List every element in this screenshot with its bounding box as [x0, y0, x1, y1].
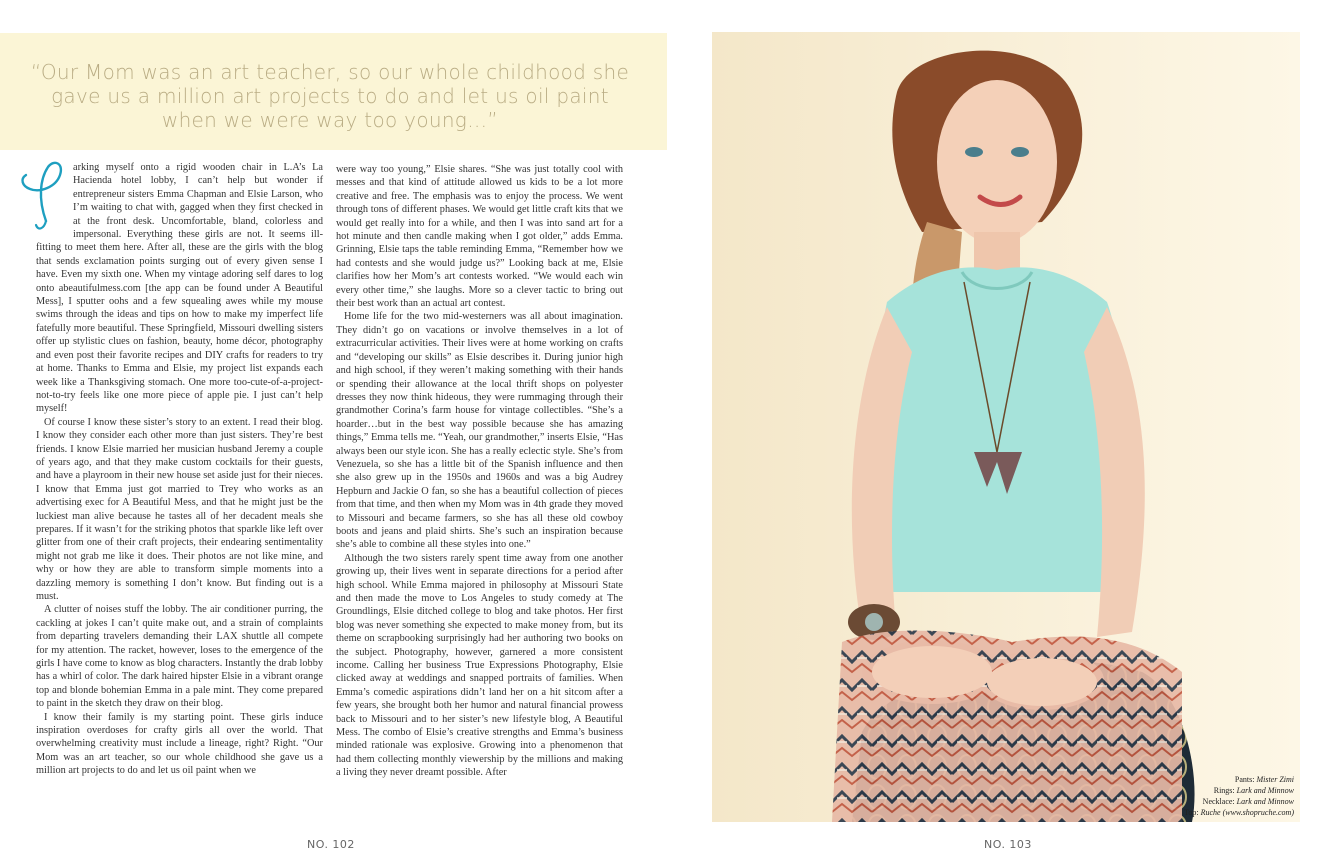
credit-line: Necklace: Lark and Minnow — [1202, 797, 1294, 806]
paragraph: were way too young,” Elsie shares. “She was just totally cool with messes and that kind of attitude allowed us kids to be a lot more creative and free. The emphasis was to enjoy the process. We went through tons of different phases. We would get little craft kits that we would get really into for a while, and then I was into sand art for a hot minute and then candle making when I got older,” adds Emma. Grinning, Elsie taps the table reminding Emma, “Remember how we had contests and she would judge us?” Looking back at me, Elsie clarifies how her Mom’s art contests worked. “We would each win every other time,” she laughs. More so a clever tactic to bring out their best work than an actual art contest. — [336, 164, 623, 310]
article-column-2 — [336, 163, 623, 780]
credit-line: Pants: Mister Zimi — [1234, 775, 1294, 784]
portrait-illustration — [712, 32, 1300, 822]
paragraph: Home life for the two mid-westerners was all about imagination. They didn’t go on vacations or involve themselves in a lot of extracurricular activities. Their lives were at home working on crafts and “developing our skills” as Elsie describes it. During junior high and high school, if they weren’t making something with their hands or spending their allowance at the local thrift shops on polyester dresses they now think hideous, they were rummaging through their grandmother Corina’s farm house for vintage collectibles. “She’s a hoarder…but in the best way possible because she has amazing things,” Emma tells me. “Yeah, our grandmother,” inserts Elsie, “Has always been our style icon. She has a really eclectic style. She’s from Venezuela, so she has a little bit of the Spanish influence and then she also grew up in the 1950s and 1960s and was a big Audrey Hepburn and Jackie O fan, so she has a beautiful collection of pieces from that time, and then when my Mom was in 4th grade they moved to Missouri and became farmers, so she has all these old cowboy boots and jeans and plaid shirts. She’s such an inspiration because she’s able to combine all these styles into one.” — [336, 311, 623, 551]
paragraph: Although the two sisters rarely spent time away from one another growing up, their lives went in separate directions for a period after high school. While Emma majored in philosophy at Missouri State and then made the move to Los Angeles to study comedy at The Groundlings, Elsie ditched college to blog and take photos. Her first blog was never something she expected to make money from, but its theme on scrapbooking surprisingly had her authoring two books on the subject. Photography, however, garnered a more consistent income. Calling her business True Expressions Photography, Elsie clicked away at weddings and snapped portraits of families. When Emma’s comedic aspirations didn’t land her on a hit sitcom after a few years, she brought both her humor and natural financial prowess back to Missouri and to her sister’s new lifestyle blog, A Beautiful Mess. The combo of Elsie’s creative strengths and Emma’s business minded rationale was explosive. Growing into a phenomenon that had them collecting monthly viewership by the millions and making a living they never dreamt possible. After — [336, 552, 623, 779]
paragraph: Of course I know these sister’s story to an extent. I read their blog. I know they consider each other more than just sisters. They’re best friends. I know Elsie married her musician husband Jeremy a couple of years ago, and that they make custom cocktails for their guests, and have a playroom in their new house set aside just for their nieces. I know that Emma just got married to Trey who works as an advertising exec for A Beautiful Mess, and that he might just be the luckiest man alive because he tastes all of her decadent meals she prepares. If it wasn’t for the striking photos that sparkle like left over glitter from one of their craft projects, their endearing sentimentality might not grab me like it does. Their photos are not like mine, and why or how they are able to transform simple moments into a dazzling memory is something I don’t know. But finding out is a must. — [36, 416, 323, 602]
pullquote: “Our Mom was an art teacher, so our whole childhood she gave us a million art projects to do and let us oil paint when we were way too young…” — [30, 60, 630, 132]
portrait-photo — [712, 32, 1300, 822]
credit-line: Top: Ruche (www.shopruche.com) — [1184, 808, 1294, 817]
wardrobe-credits — [1184, 774, 1294, 818]
credit-line: Rings: Lark and Minnow — [1213, 786, 1294, 795]
page-number-left: NO. 102 — [307, 838, 355, 851]
paragraph: arking myself onto a rigid wooden chair in L.A’s La Hacienda hotel lobby, I can’t help but wonder if entrepreneur sisters Emma Chapman and Elsie Larson, who I’m waiting to chat with, gagged when they first checked in at the front desk. Uncomfortable, bland, colorless and impersonal. Everything these girls are not. It seems ill-fitting to meet them here. After all, these are the girls with the blog that sends exclamation points surging out of every given sense I have. Even my sixth one. When my vintage adoring self dares to log onto abeautifulmess.com [the app can be found under A Beautiful Mess], I sputter oohs and a few squealing awes while my mouse swims through the ideas and tips on how to make my imperfect life fatefully more beautiful. These Springfield, Missouri dwelling sisters offer up stylistic clues on fashion, beauty, home décor, photography and even post their favorite recipes and DIY crafts for readers to try at home. Thanks to Emma and Elsie, my project list expands each week like a Thanksgiving stomach. One more too-cute-of-a-project-not-to-try feels like one more piece of apple pie. I just can’t help myself! — [36, 162, 323, 415]
paragraph: A clutter of noises stuff the lobby. The air conditioner purring, the cackling at jokes I can’t quite make out, and a strain of complaints from departing travelers demanding their LAX shuttle all compete for my attention. The racket, however, loses to the emergence of the girls I have come to know as blog characters. Instantly the drab lobby has a whirl of color. The dark haired hipster Elsie in a vibrant orange top and blonde bohemian Emma in a pale mint. They come prepared to paint in the sketch they draw on their blog. — [36, 604, 323, 710]
dropcap-p — [18, 159, 68, 231]
page-number-right: NO. 103 — [984, 838, 1032, 851]
paragraph: I know their family is my starting point. These girls induce inspiration overdoses for crafty girls all over the world. That overwhelming creativity must include a lineage, right? Right. “Our Mom was an art teacher, so our whole childhood she gave us a million art projects to do and let us oil paint when we — [36, 711, 323, 777]
article-column-1 — [36, 161, 323, 778]
